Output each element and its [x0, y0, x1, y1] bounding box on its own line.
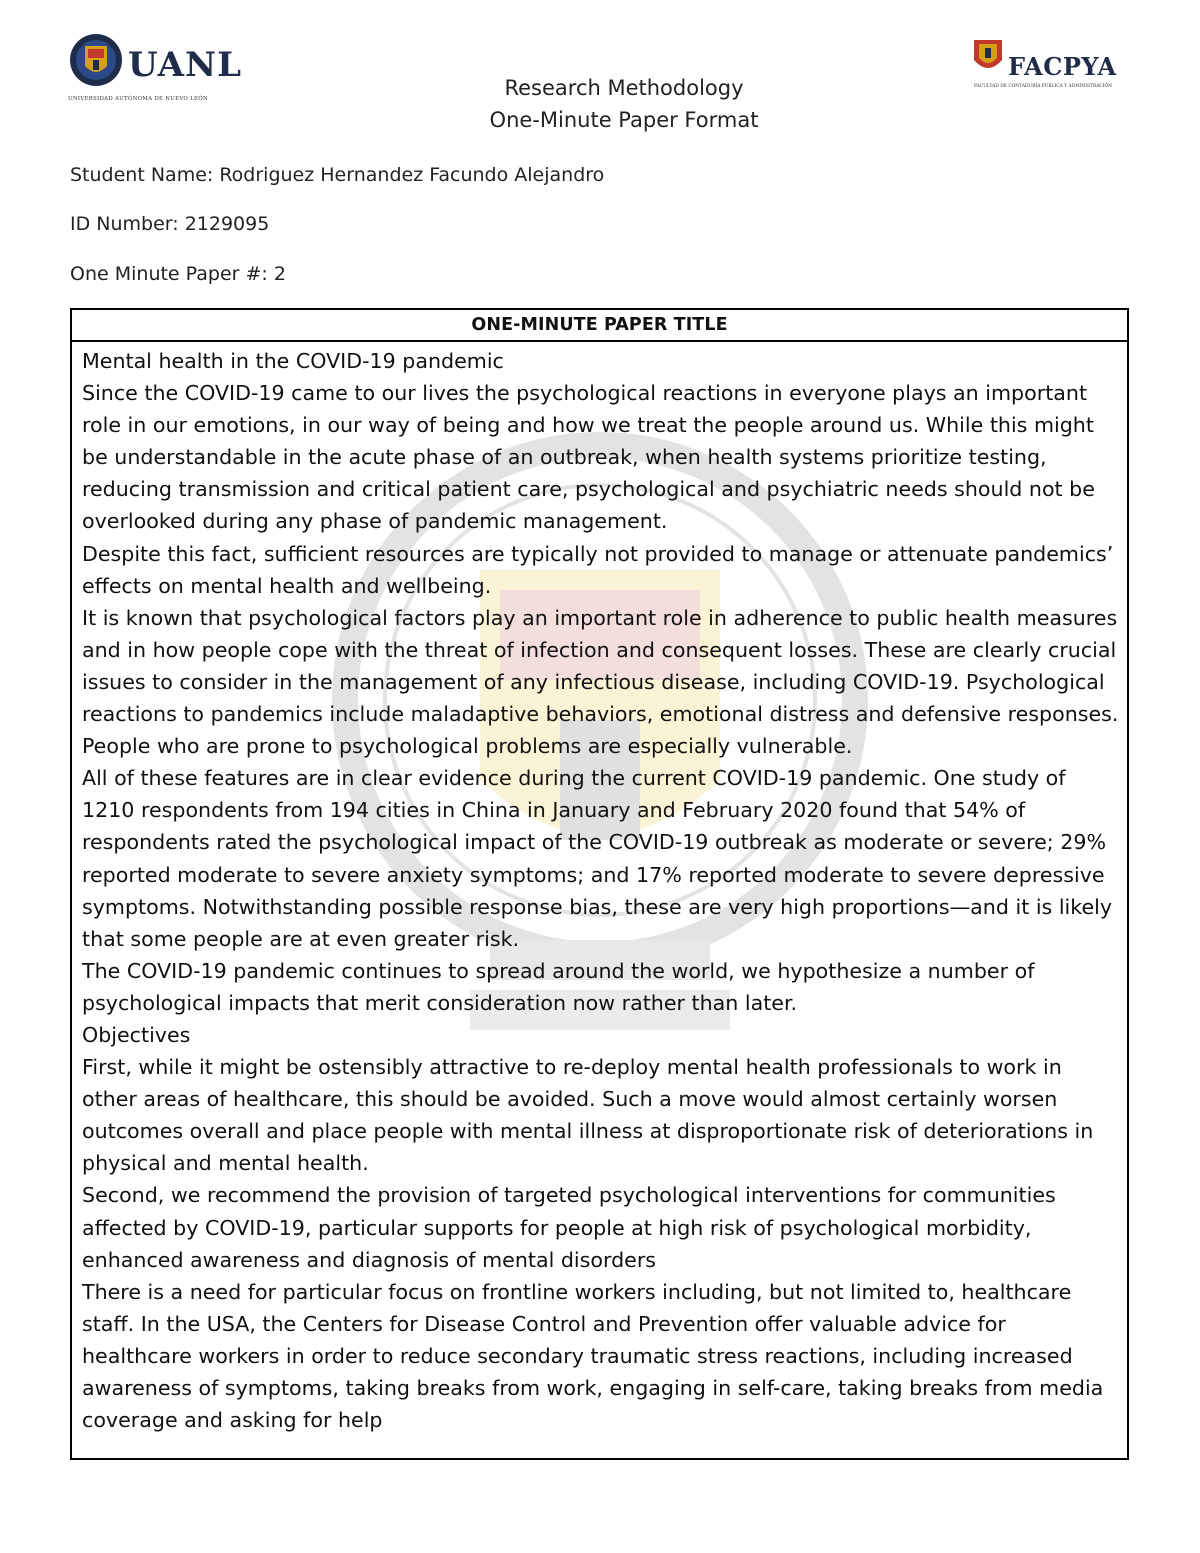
body-paragraph: All of these features are in clear evidence during the current COVID-19 pandemic. One study of 1210 respondents from 194 cities in China in January and February 2020 found that 54% of respondents rated the psychological impact of the COVID-19 outbreak as moderate or severe; 29% reported moderate to severe anxiety symptoms; and 17% reported moderate to severe depressive symptoms. Notwithstanding possible response bias, these are very high proportions—and it is likely that some people are at even greater risk. — [82, 766, 1113, 951]
body-paragraph: It is known that psychological factors play an important role in adherence to public health measures and in how people cope with the threat of infection and consequent losses. These are clearly crucial issues to consider in the management of any infectious disease, including COVID-19. Psychological reactions to pandemics include maladaptive behaviors, emotional distress and defensive responses. People who are prone to psychological problems are especially vulnerable. — [82, 605, 1119, 759]
id-number-field: ID Number: 2129095 — [70, 213, 270, 235]
body-paragraph: Despite this fact, sufficient resources are typically not provided to manage or attenuate pandemics’ effects on mental health and wellbeing. — [82, 541, 1114, 598]
facpya-subtitle: FACULTAD DE CONTADURÍA PÚBLICA Y ADMINISTRACIÓN — [974, 84, 1112, 89]
body-paragraph: First, while it might be ostensibly attractive to re-deploy mental health professionals to work in other areas of healthcare, this should be avoided. Such a move would almost certainly worsen outcomes overall and place people with mental illness at disproportionate risk of deteriorations in physical and mental health. — [82, 1055, 1094, 1176]
objectives-heading: Objectives — [82, 1022, 191, 1047]
body-paragraph: The COVID-19 pandemic continues to spread around the world, we hypothesize a number of psychological impacts that merit consideration now rather than later. — [82, 958, 1035, 1015]
body-paragraph: There is a need for particular focus on frontline workers including, but not limited to, healthcare staff. In the USA, the Centers for Disease Control and Prevention offer valuable advice for healthcare workers in order to reduce secondary traumatic stress reactions, including increased awareness of symptoms, taking breaks from work, engaging in self-care, taking breaks from media coverage and asking for help — [82, 1279, 1104, 1433]
uanl-wordmark: UANL — [128, 45, 242, 85]
course-title: Research Methodology — [504, 76, 744, 100]
body-paragraph: Since the COVID-19 came to our lives the psychological reactions in everyone plays an important role in our emotions, in our way of being and how we treat the people around us. While this might be understandable in the acute phase of an outbreak, when health systems prioritize testing, reducing transmission and critical patient care, psychological and psychiatric needs should not be overlooked during any phase of pandemic management. — [82, 381, 1095, 534]
facpya-wordmark: FACPYA — [1008, 52, 1117, 81]
student-name-field: Student Name: Rodriguez Hernandez Facundo Alejandro — [70, 164, 605, 186]
paper-title-paragraph: Mental health in the COVID-19 pandemic — [82, 349, 504, 373]
paper-number-field: One Minute Paper #: 2 — [70, 263, 286, 285]
paper-table-heading: ONE-MINUTE PAPER TITLE — [72, 310, 1127, 342]
uanl-subtitle: UNIVERSIDAD AUTÓNOMA DE NUEVO LEÓN — [68, 96, 209, 102]
body-paragraph: Second, we recommend the provision of targeted psychological interventions for communities affected by COVID-19, particular supports for people at high risk of psychological morbidity, enhanced awareness and diagnosis of mental disorders — [82, 1183, 1056, 1272]
format-title: One-Minute Paper Format — [489, 108, 759, 132]
paper-table — [70, 308, 1129, 1460]
paper-table-body — [72, 342, 1127, 1436]
